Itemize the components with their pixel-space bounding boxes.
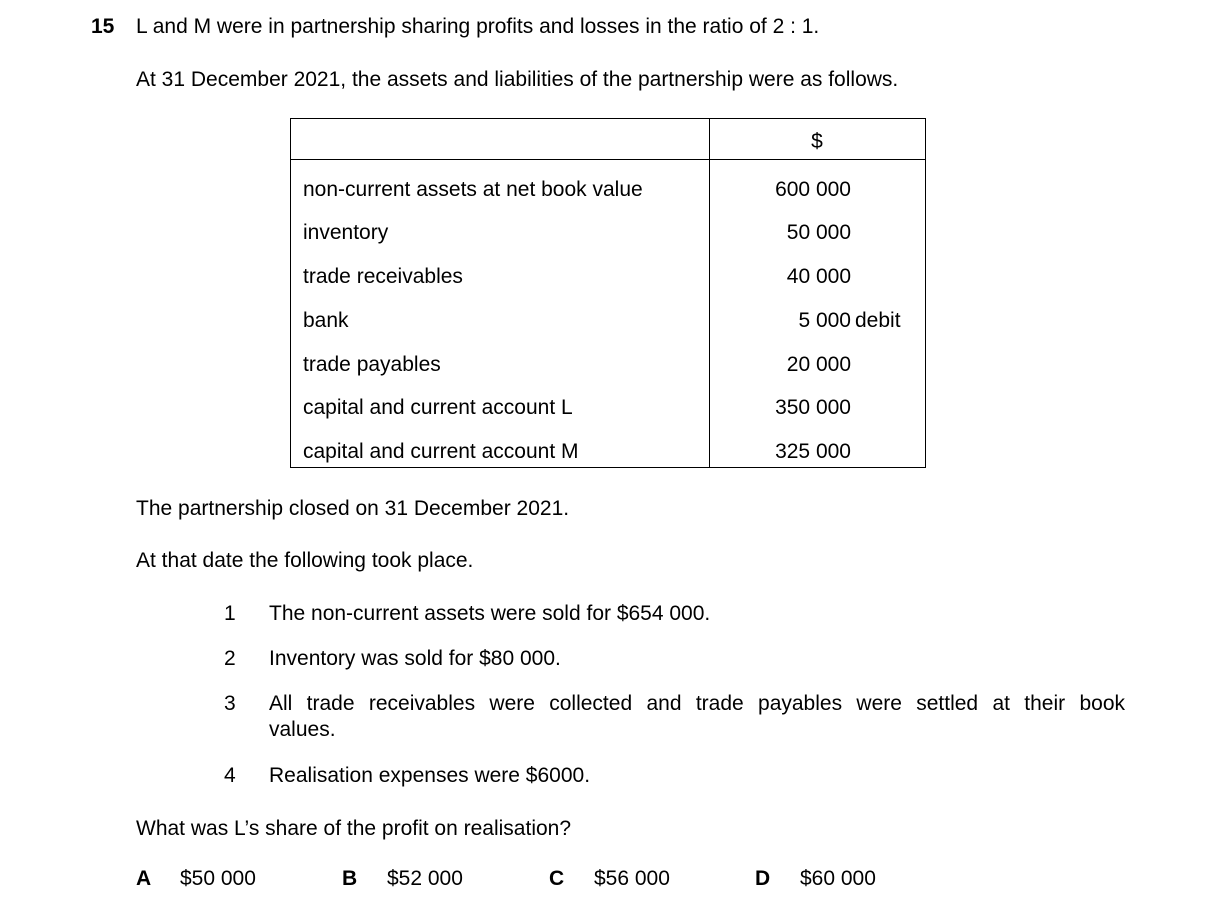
row-value (775, 179, 851, 200)
balance-table (290, 118, 926, 468)
row-value (798, 309, 901, 332)
option-value: $60 000 (800, 867, 876, 890)
row-value (775, 397, 851, 418)
event-number: 1 (224, 602, 236, 625)
table-intro: At 31 December 2021, the assets and liabilities of the partnership were as follows. (136, 68, 899, 91)
event-number: 4 (224, 764, 236, 787)
option-letter: B (342, 867, 358, 890)
currency-header: $ (811, 130, 823, 153)
row-amount: 325 000 (775, 440, 851, 463)
row-amount: 40 000 (786, 265, 851, 288)
row-label: capital and current account L (303, 396, 573, 419)
event-text: The non-current assets were sold for $654 000. (269, 602, 711, 625)
table-column-divider (709, 119, 710, 467)
option-letter: A (136, 867, 152, 890)
row-amount: 20 000 (786, 353, 851, 376)
following-statement: At that date the following took place. (136, 549, 474, 572)
row-value (787, 222, 851, 243)
question-prompt: What was L’s share of the profit on realisation? (136, 817, 572, 840)
closing-statement: The partnership closed on 31 December 2021. (136, 497, 570, 520)
row-amount: 350 000 (775, 396, 851, 419)
event-text: All trade receivables were collected and trade payables were settled at their book (269, 692, 1125, 715)
event-text: Realisation expenses were $6000. (269, 764, 591, 787)
table-header-divider (291, 159, 925, 160)
event-text-continued: values. (269, 718, 336, 741)
event-text: Inventory was sold for $80 000. (269, 647, 561, 670)
row-label: inventory (303, 221, 389, 244)
row-label: bank (303, 309, 349, 332)
row-value (775, 441, 851, 462)
row-amount: 5 000 (798, 309, 851, 332)
question-stem: L and M were in partnership sharing profits and losses in the ratio of 2 : 1. (136, 15, 820, 38)
row-amount: 600 000 (775, 178, 851, 201)
option-value: $52 000 (387, 867, 463, 890)
row-value (787, 266, 851, 287)
question-number: 15 (91, 15, 115, 38)
option-value: $50 000 (180, 867, 256, 890)
row-amount: 50 000 (786, 221, 851, 244)
row-label: trade receivables (303, 265, 463, 288)
event-number: 2 (224, 647, 236, 670)
option-letter: C (549, 867, 565, 890)
row-suffix: debit (855, 309, 901, 332)
row-label: non-current assets at net book value (303, 178, 643, 201)
option-value: $56 000 (594, 867, 670, 890)
option-letter: D (755, 867, 771, 890)
row-value (787, 354, 851, 375)
row-label: trade payables (303, 353, 441, 376)
event-number: 3 (224, 692, 236, 715)
row-label: capital and current account M (303, 440, 579, 463)
